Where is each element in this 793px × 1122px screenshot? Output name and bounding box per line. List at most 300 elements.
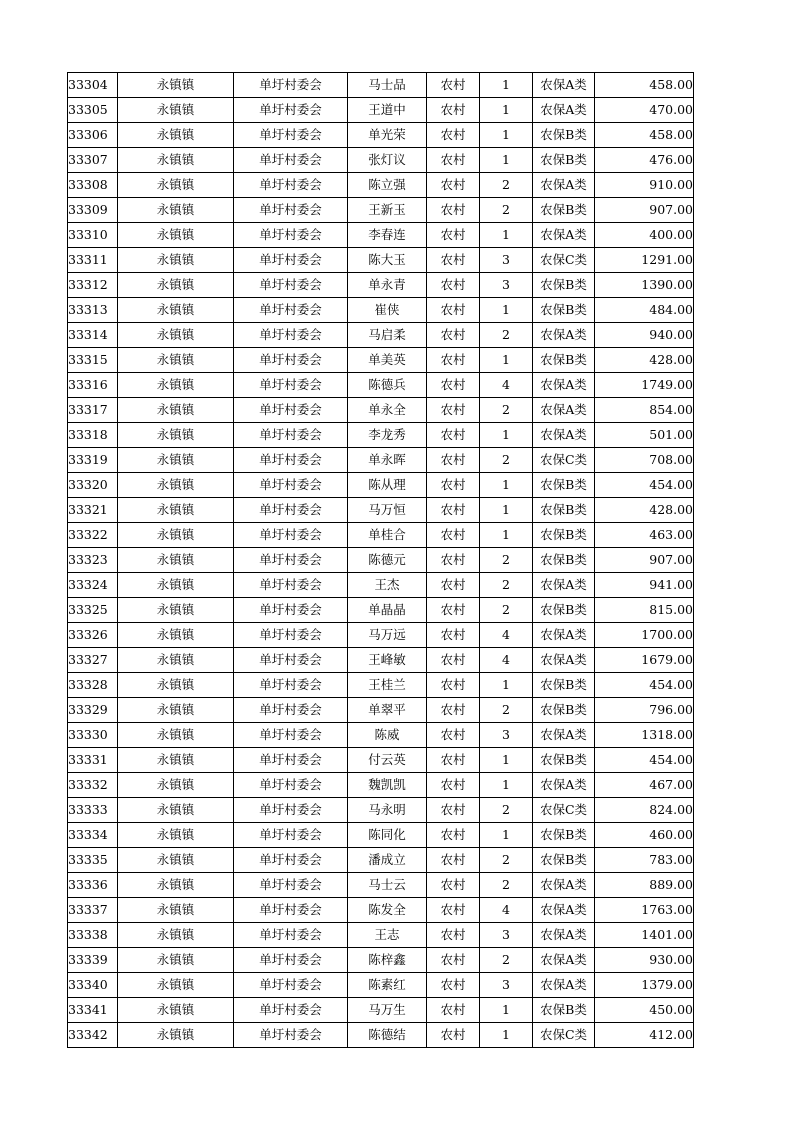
- village-committee-cell: 单圩村委会: [234, 773, 348, 798]
- table-row: [68, 248, 694, 273]
- table-row: [68, 148, 694, 173]
- person-name-cell: 马启柔: [348, 323, 427, 348]
- person-name-cell: 陈发全: [348, 898, 427, 923]
- table-row: [68, 423, 694, 448]
- residence-type-cell: 农村: [427, 1023, 480, 1048]
- insurance-category-cell: 农保C类: [533, 798, 595, 823]
- insurance-category-cell: 农保A类: [533, 73, 595, 98]
- insurance-category-cell: 农保B类: [533, 598, 595, 623]
- table-row: [68, 373, 694, 398]
- table-row: [68, 998, 694, 1023]
- record-id: 33331: [68, 748, 118, 773]
- residence-type-cell: 农村: [427, 998, 480, 1023]
- person-name-cell: 王桂兰: [348, 673, 427, 698]
- household-count-cell: 2: [480, 173, 533, 198]
- table-row: [68, 948, 694, 973]
- residence-type-cell: 农村: [427, 723, 480, 748]
- village-committee-cell: 单圩村委会: [234, 598, 348, 623]
- person-name-cell: 马万恒: [348, 498, 427, 523]
- household-count-cell: 1: [480, 73, 533, 98]
- village-committee-cell: 单圩村委会: [234, 798, 348, 823]
- insurance-category-cell: 农保B类: [533, 698, 595, 723]
- insurance-category-cell: 农保A类: [533, 773, 595, 798]
- person-name-cell: 陈德结: [348, 1023, 427, 1048]
- table-row: [68, 198, 694, 223]
- table-row: [68, 348, 694, 373]
- amount-cell: 854.00: [595, 398, 694, 423]
- village-committee-cell: 单圩村委会: [234, 498, 348, 523]
- household-count-cell: 4: [480, 373, 533, 398]
- residence-type-cell: 农村: [427, 898, 480, 923]
- town-cell: 永镇镇: [118, 723, 234, 748]
- household-count-cell: 1: [480, 673, 533, 698]
- amount-cell: 783.00: [595, 848, 694, 873]
- record-id: 33309: [68, 198, 118, 223]
- table-row: [68, 748, 694, 773]
- insurance-category-cell: 农保B类: [533, 748, 595, 773]
- insurance-category-cell: 农保C类: [533, 1023, 595, 1048]
- roster-table: [67, 72, 694, 1048]
- person-name-cell: 王道中: [348, 98, 427, 123]
- town-cell: 永镇镇: [118, 648, 234, 673]
- household-count-cell: 1: [480, 498, 533, 523]
- table-row: [68, 823, 694, 848]
- person-name-cell: 魏凯凯: [348, 773, 427, 798]
- person-name-cell: 王新玉: [348, 198, 427, 223]
- record-id: 33321: [68, 498, 118, 523]
- town-cell: 永镇镇: [118, 348, 234, 373]
- town-cell: 永镇镇: [118, 248, 234, 273]
- town-cell: 永镇镇: [118, 973, 234, 998]
- record-id: 33338: [68, 923, 118, 948]
- amount-cell: 815.00: [595, 598, 694, 623]
- person-name-cell: 单桂合: [348, 523, 427, 548]
- household-count-cell: 1: [480, 148, 533, 173]
- residence-type-cell: 农村: [427, 323, 480, 348]
- table-row: [68, 598, 694, 623]
- town-cell: 永镇镇: [118, 423, 234, 448]
- table-row: [68, 1023, 694, 1048]
- table-row: [68, 973, 694, 998]
- household-count-cell: 1: [480, 823, 533, 848]
- record-id: 33325: [68, 598, 118, 623]
- person-name-cell: 马士品: [348, 73, 427, 98]
- town-cell: 永镇镇: [118, 73, 234, 98]
- record-id: 33334: [68, 823, 118, 848]
- record-id: 33315: [68, 348, 118, 373]
- village-committee-cell: 单圩村委会: [234, 648, 348, 673]
- town-cell: 永镇镇: [118, 173, 234, 198]
- insurance-category-cell: 农保A类: [533, 898, 595, 923]
- table-row: [68, 623, 694, 648]
- person-name-cell: 单翠平: [348, 698, 427, 723]
- residence-type-cell: 农村: [427, 523, 480, 548]
- town-cell: 永镇镇: [118, 898, 234, 923]
- table-row: [68, 798, 694, 823]
- record-id: 33306: [68, 123, 118, 148]
- village-committee-cell: 单圩村委会: [234, 173, 348, 198]
- person-name-cell: 陈素红: [348, 973, 427, 998]
- record-id: 33329: [68, 698, 118, 723]
- household-count-cell: 2: [480, 948, 533, 973]
- town-cell: 永镇镇: [118, 448, 234, 473]
- household-count-cell: 4: [480, 898, 533, 923]
- town-cell: 永镇镇: [118, 623, 234, 648]
- village-committee-cell: 单圩村委会: [234, 323, 348, 348]
- table-row: [68, 73, 694, 98]
- person-name-cell: 王杰: [348, 573, 427, 598]
- village-committee-cell: 单圩村委会: [234, 98, 348, 123]
- insurance-category-cell: 农保A类: [533, 573, 595, 598]
- village-committee-cell: 单圩村委会: [234, 698, 348, 723]
- village-committee-cell: 单圩村委会: [234, 923, 348, 948]
- household-count-cell: 3: [480, 723, 533, 748]
- town-cell: 永镇镇: [118, 823, 234, 848]
- insurance-category-cell: 农保A类: [533, 373, 595, 398]
- insurance-category-cell: 农保C类: [533, 248, 595, 273]
- record-id: 33313: [68, 298, 118, 323]
- household-count-cell: 2: [480, 798, 533, 823]
- record-id: 33342: [68, 1023, 118, 1048]
- household-count-cell: 2: [480, 448, 533, 473]
- town-cell: 永镇镇: [118, 98, 234, 123]
- residence-type-cell: 农村: [427, 448, 480, 473]
- town-cell: 永镇镇: [118, 748, 234, 773]
- residence-type-cell: 农村: [427, 223, 480, 248]
- town-cell: 永镇镇: [118, 948, 234, 973]
- amount-cell: 458.00: [595, 73, 694, 98]
- table-row: [68, 923, 694, 948]
- village-committee-cell: 单圩村委会: [234, 123, 348, 148]
- amount-cell: 907.00: [595, 198, 694, 223]
- household-count-cell: 1: [480, 523, 533, 548]
- person-name-cell: 崔侠: [348, 298, 427, 323]
- amount-cell: 940.00: [595, 323, 694, 348]
- amount-cell: 824.00: [595, 798, 694, 823]
- residence-type-cell: 农村: [427, 398, 480, 423]
- town-cell: 永镇镇: [118, 223, 234, 248]
- household-count-cell: 3: [480, 973, 533, 998]
- town-cell: 永镇镇: [118, 573, 234, 598]
- table-row: [68, 773, 694, 798]
- record-id: 33335: [68, 848, 118, 873]
- record-id: 33320: [68, 473, 118, 498]
- table-row: [68, 723, 694, 748]
- record-id: 33332: [68, 773, 118, 798]
- table-row: [68, 473, 694, 498]
- residence-type-cell: 农村: [427, 348, 480, 373]
- residence-type-cell: 农村: [427, 473, 480, 498]
- amount-cell: 428.00: [595, 498, 694, 523]
- amount-cell: 796.00: [595, 698, 694, 723]
- amount-cell: 1763.00: [595, 898, 694, 923]
- household-count-cell: 1: [480, 773, 533, 798]
- amount-cell: 1379.00: [595, 973, 694, 998]
- village-committee-cell: 单圩村委会: [234, 673, 348, 698]
- insurance-category-cell: 农保B类: [533, 523, 595, 548]
- person-name-cell: 陈从理: [348, 473, 427, 498]
- amount-cell: 428.00: [595, 348, 694, 373]
- person-name-cell: 付云英: [348, 748, 427, 773]
- record-id: 33317: [68, 398, 118, 423]
- residence-type-cell: 农村: [427, 748, 480, 773]
- table-row: [68, 273, 694, 298]
- amount-cell: 454.00: [595, 673, 694, 698]
- record-id: 33322: [68, 523, 118, 548]
- person-name-cell: 潘成立: [348, 848, 427, 873]
- insurance-category-cell: 农保A类: [533, 398, 595, 423]
- household-count-cell: 2: [480, 873, 533, 898]
- town-cell: 永镇镇: [118, 148, 234, 173]
- village-committee-cell: 单圩村委会: [234, 373, 348, 398]
- household-count-cell: 2: [480, 848, 533, 873]
- residence-type-cell: 农村: [427, 98, 480, 123]
- residence-type-cell: 农村: [427, 623, 480, 648]
- record-id: 33341: [68, 998, 118, 1023]
- town-cell: 永镇镇: [118, 673, 234, 698]
- person-name-cell: 马万生: [348, 998, 427, 1023]
- record-id: 33304: [68, 73, 118, 98]
- household-count-cell: 2: [480, 198, 533, 223]
- table-row: [68, 223, 694, 248]
- household-count-cell: 3: [480, 273, 533, 298]
- record-id: 33339: [68, 948, 118, 973]
- amount-cell: 1679.00: [595, 648, 694, 673]
- insurance-category-cell: 农保A类: [533, 648, 595, 673]
- person-name-cell: 张灯议: [348, 148, 427, 173]
- person-name-cell: 王志: [348, 923, 427, 948]
- amount-cell: 930.00: [595, 948, 694, 973]
- town-cell: 永镇镇: [118, 473, 234, 498]
- village-committee-cell: 单圩村委会: [234, 398, 348, 423]
- household-count-cell: 2: [480, 698, 533, 723]
- amount-cell: 454.00: [595, 473, 694, 498]
- household-count-cell: 4: [480, 623, 533, 648]
- amount-cell: 1318.00: [595, 723, 694, 748]
- person-name-cell: 单永晖: [348, 448, 427, 473]
- residence-type-cell: 农村: [427, 823, 480, 848]
- amount-cell: 941.00: [595, 573, 694, 598]
- village-committee-cell: 单圩村委会: [234, 73, 348, 98]
- town-cell: 永镇镇: [118, 298, 234, 323]
- insurance-category-cell: 农保B类: [533, 848, 595, 873]
- amount-cell: 910.00: [595, 173, 694, 198]
- table-row: [68, 173, 694, 198]
- insurance-category-cell: 农保A类: [533, 948, 595, 973]
- table-row: [68, 548, 694, 573]
- village-committee-cell: 单圩村委会: [234, 198, 348, 223]
- household-count-cell: 1: [480, 123, 533, 148]
- record-id: 33327: [68, 648, 118, 673]
- town-cell: 永镇镇: [118, 923, 234, 948]
- household-count-cell: 1: [480, 998, 533, 1023]
- residence-type-cell: 农村: [427, 498, 480, 523]
- record-id: 33326: [68, 623, 118, 648]
- village-committee-cell: 单圩村委会: [234, 448, 348, 473]
- record-id: 33330: [68, 723, 118, 748]
- insurance-category-cell: 农保B类: [533, 298, 595, 323]
- person-name-cell: 陈德元: [348, 548, 427, 573]
- household-count-cell: 1: [480, 348, 533, 373]
- insurance-category-cell: 农保C类: [533, 448, 595, 473]
- village-committee-cell: 单圩村委会: [234, 273, 348, 298]
- record-id: 33324: [68, 573, 118, 598]
- household-count-cell: 2: [480, 573, 533, 598]
- record-id: 33316: [68, 373, 118, 398]
- table-row: [68, 398, 694, 423]
- household-count-cell: 2: [480, 598, 533, 623]
- insurance-category-cell: 农保A类: [533, 173, 595, 198]
- insurance-category-cell: 农保A类: [533, 973, 595, 998]
- insurance-category-cell: 农保B类: [533, 148, 595, 173]
- table-row: [68, 523, 694, 548]
- residence-type-cell: 农村: [427, 973, 480, 998]
- residence-type-cell: 农村: [427, 848, 480, 873]
- person-name-cell: 陈德兵: [348, 373, 427, 398]
- insurance-category-cell: 农保B类: [533, 998, 595, 1023]
- record-id: 33310: [68, 223, 118, 248]
- amount-cell: 454.00: [595, 748, 694, 773]
- person-name-cell: 陈威: [348, 723, 427, 748]
- table-row: [68, 848, 694, 873]
- table-row: [68, 573, 694, 598]
- amount-cell: 1390.00: [595, 273, 694, 298]
- amount-cell: 450.00: [595, 998, 694, 1023]
- record-id: 33314: [68, 323, 118, 348]
- village-committee-cell: 单圩村委会: [234, 973, 348, 998]
- residence-type-cell: 农村: [427, 598, 480, 623]
- town-cell: 永镇镇: [118, 548, 234, 573]
- household-count-cell: 2: [480, 398, 533, 423]
- person-name-cell: 陈同化: [348, 823, 427, 848]
- person-name-cell: 陈立强: [348, 173, 427, 198]
- insurance-category-cell: 农保B类: [533, 673, 595, 698]
- town-cell: 永镇镇: [118, 798, 234, 823]
- town-cell: 永镇镇: [118, 598, 234, 623]
- person-name-cell: 单晶晶: [348, 598, 427, 623]
- person-name-cell: 马士云: [348, 873, 427, 898]
- town-cell: 永镇镇: [118, 698, 234, 723]
- household-count-cell: 2: [480, 323, 533, 348]
- table-row: [68, 648, 694, 673]
- amount-cell: 1401.00: [595, 923, 694, 948]
- village-committee-cell: 单圩村委会: [234, 898, 348, 923]
- table-row: [68, 448, 694, 473]
- amount-cell: 400.00: [595, 223, 694, 248]
- residence-type-cell: 农村: [427, 73, 480, 98]
- village-committee-cell: 单圩村委会: [234, 723, 348, 748]
- residence-type-cell: 农村: [427, 423, 480, 448]
- residence-type-cell: 农村: [427, 273, 480, 298]
- record-id: 33307: [68, 148, 118, 173]
- household-count-cell: 1: [480, 298, 533, 323]
- amount-cell: 460.00: [595, 823, 694, 848]
- residence-type-cell: 农村: [427, 548, 480, 573]
- household-count-cell: 1: [480, 1023, 533, 1048]
- residence-type-cell: 农村: [427, 123, 480, 148]
- person-name-cell: 马永明: [348, 798, 427, 823]
- record-id: 33333: [68, 798, 118, 823]
- household-count-cell: 1: [480, 223, 533, 248]
- table-row: [68, 873, 694, 898]
- table-row: [68, 298, 694, 323]
- insurance-category-cell: 农保A类: [533, 323, 595, 348]
- person-name-cell: 马万远: [348, 623, 427, 648]
- amount-cell: 889.00: [595, 873, 694, 898]
- household-count-cell: 1: [480, 98, 533, 123]
- insurance-category-cell: 农保A类: [533, 223, 595, 248]
- amount-cell: 458.00: [595, 123, 694, 148]
- village-committee-cell: 单圩村委会: [234, 548, 348, 573]
- residence-type-cell: 农村: [427, 673, 480, 698]
- household-count-cell: 3: [480, 248, 533, 273]
- amount-cell: 463.00: [595, 523, 694, 548]
- town-cell: 永镇镇: [118, 873, 234, 898]
- household-count-cell: 4: [480, 648, 533, 673]
- person-name-cell: 李春连: [348, 223, 427, 248]
- amount-cell: 476.00: [595, 148, 694, 173]
- amount-cell: 470.00: [595, 98, 694, 123]
- insurance-category-cell: 农保B类: [533, 198, 595, 223]
- person-name-cell: 单永青: [348, 273, 427, 298]
- roster-body: [68, 73, 694, 1048]
- town-cell: 永镇镇: [118, 848, 234, 873]
- residence-type-cell: 农村: [427, 198, 480, 223]
- residence-type-cell: 农村: [427, 698, 480, 723]
- person-name-cell: 单光荣: [348, 123, 427, 148]
- insurance-category-cell: 农保B类: [533, 273, 595, 298]
- amount-cell: 467.00: [595, 773, 694, 798]
- household-count-cell: 2: [480, 548, 533, 573]
- person-name-cell: 单永全: [348, 398, 427, 423]
- village-committee-cell: 单圩村委会: [234, 623, 348, 648]
- insurance-category-cell: 农保B类: [533, 548, 595, 573]
- record-id: 33319: [68, 448, 118, 473]
- table-row: [68, 323, 694, 348]
- person-name-cell: 陈大玉: [348, 248, 427, 273]
- village-committee-cell: 单圩村委会: [234, 423, 348, 448]
- insurance-category-cell: 农保B类: [533, 823, 595, 848]
- insurance-category-cell: 农保B类: [533, 348, 595, 373]
- person-name-cell: 单美英: [348, 348, 427, 373]
- village-committee-cell: 单圩村委会: [234, 248, 348, 273]
- table-row: [68, 498, 694, 523]
- town-cell: 永镇镇: [118, 123, 234, 148]
- table-row: [68, 898, 694, 923]
- village-committee-cell: 单圩村委会: [234, 298, 348, 323]
- record-id: 33328: [68, 673, 118, 698]
- household-count-cell: 3: [480, 923, 533, 948]
- village-committee-cell: 单圩村委会: [234, 848, 348, 873]
- amount-cell: 412.00: [595, 1023, 694, 1048]
- residence-type-cell: 农村: [427, 773, 480, 798]
- town-cell: 永镇镇: [118, 198, 234, 223]
- residence-type-cell: 农村: [427, 948, 480, 973]
- village-committee-cell: 单圩村委会: [234, 523, 348, 548]
- village-committee-cell: 单圩村委会: [234, 573, 348, 598]
- village-committee-cell: 单圩村委会: [234, 998, 348, 1023]
- amount-cell: 484.00: [595, 298, 694, 323]
- village-committee-cell: 单圩村委会: [234, 223, 348, 248]
- table-row: [68, 698, 694, 723]
- record-id: 33318: [68, 423, 118, 448]
- residence-type-cell: 农村: [427, 298, 480, 323]
- insurance-category-cell: 农保A类: [533, 923, 595, 948]
- town-cell: 永镇镇: [118, 398, 234, 423]
- town-cell: 永镇镇: [118, 773, 234, 798]
- town-cell: 永镇镇: [118, 1023, 234, 1048]
- town-cell: 永镇镇: [118, 323, 234, 348]
